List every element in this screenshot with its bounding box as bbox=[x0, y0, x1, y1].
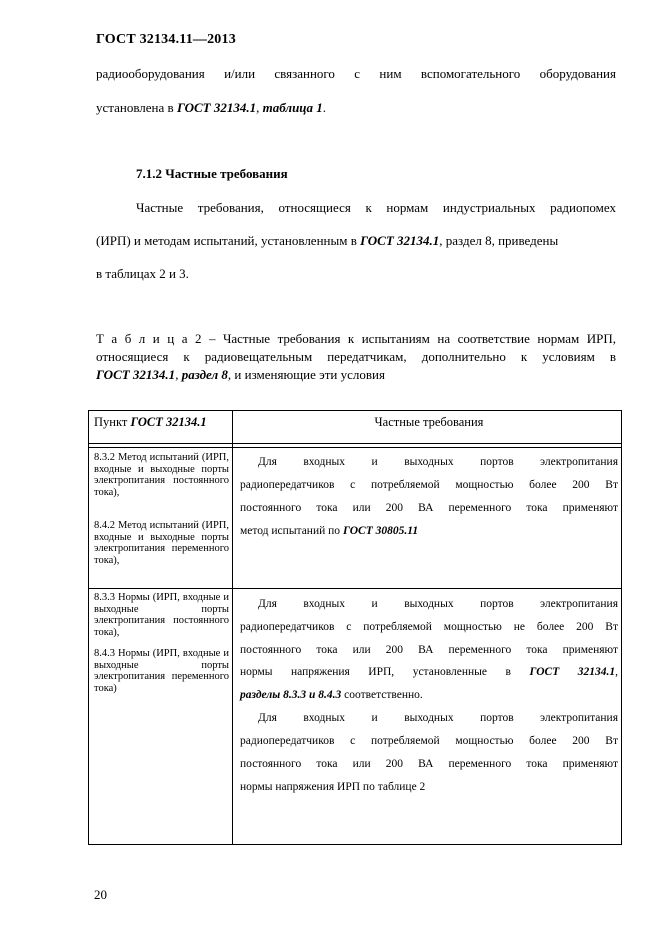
section-text-a: (ИРП) и методам испытаний, установленным в bbox=[96, 233, 361, 248]
intro-line-2 bbox=[96, 100, 616, 116]
section-text-b: , раздел 8, приведены bbox=[439, 233, 559, 248]
row1-left-1: 8.3.2 Метод испытаний (ИРП, входные и выходные порты электропитания постоянного тока), bbox=[94, 452, 229, 498]
row2-right-line-5 bbox=[240, 684, 618, 707]
table-col1-header bbox=[94, 415, 207, 430]
row1-right-line-3: постоянного тока или 200 ВА переменного тока применяют bbox=[240, 502, 618, 514]
intro-table-ref: таблица 1 bbox=[262, 100, 323, 115]
caption-line-1: Т а б л и ц а 2 – Частные требования к испытаниям на соответствие нормам ИРП, bbox=[96, 331, 616, 346]
caption-line-2: относящиеся к радиовещательным передатчикам, дополнительно к условиям в bbox=[96, 349, 616, 364]
row2-right-line-7: радиопередатчиков с потребляемой мощностью более 200 Вт bbox=[240, 735, 618, 747]
table-header-rule-2 bbox=[88, 447, 622, 448]
row1-method-ref: ГОСТ 30805.11 bbox=[342, 525, 419, 537]
table-row-divider bbox=[88, 588, 622, 589]
section-heading: 7.1.2 Частные требования bbox=[136, 166, 288, 181]
section-ref: ГОСТ 32134.1 bbox=[360, 233, 440, 248]
intro-sep: , bbox=[256, 100, 263, 115]
row2-right-line-8: постоянного тока или 200 ВА переменного тока применяют bbox=[240, 758, 618, 770]
row2-right-line-4 bbox=[240, 661, 618, 684]
row2-left-1: 8.3.3 Нормы (ИРП, входные и выходные порты электропитания постоянного тока), bbox=[94, 592, 229, 638]
row2-norms-ref: ГОСТ 32134.1 bbox=[529, 666, 616, 678]
row1-left-2: 8.4.2 Метод испытаний (ИРП, входные и выходные порты электропитания переменного тока), bbox=[94, 520, 229, 566]
row2-right-line-6: Для входных и выходных портов электропитания bbox=[258, 712, 618, 724]
row2-norms-text: нормы напряжения ИРП, установленные в bbox=[240, 666, 530, 678]
row2-sections-ref: разделы 8.3.3 и 8.4.3 bbox=[240, 689, 342, 701]
row2-norms-end: , bbox=[615, 666, 618, 678]
document-header: ГОСТ 32134.11—2013 bbox=[96, 32, 236, 47]
table-column-divider bbox=[232, 410, 233, 845]
row1-right-line-4 bbox=[240, 520, 618, 543]
row2-right-line-1: Для входных и выходных портов электропитания bbox=[258, 598, 618, 610]
col1-ref: ГОСТ 32134.1 bbox=[130, 415, 207, 429]
section-para-line-3: в таблицах 2 и 3. bbox=[96, 266, 189, 281]
intro-end: . bbox=[322, 100, 327, 115]
caption-end: , и изменяющие эти условия bbox=[227, 367, 385, 382]
row2-sections-end: соответственно. bbox=[341, 689, 423, 701]
intro-ref: ГОСТ 32134.1 bbox=[176, 100, 257, 115]
row1-right-line-1: Для входных и выходных портов электропитания bbox=[258, 456, 618, 468]
intro-text: установлена в bbox=[96, 100, 177, 115]
row1-method-text: метод испытаний по bbox=[240, 525, 343, 537]
table-col2-header: Частные требования bbox=[374, 415, 484, 429]
caption-sep: , bbox=[175, 367, 182, 382]
intro-line-1: радиооборудования и/или связанного с ним вспомогательного оборудования bbox=[96, 66, 616, 81]
row1-right-line-2: радиопередатчиков с потребляемой мощностью более 200 Вт bbox=[240, 479, 618, 491]
row2-right-line-2: радиопередатчиков с потребляемой мощностью не более 200 Вт bbox=[240, 621, 618, 633]
table-header-rule-1 bbox=[88, 443, 622, 444]
page-number: 20 bbox=[94, 887, 107, 902]
row2-right-line-3: постоянного тока или 200 ВА переменного тока применяют bbox=[240, 644, 618, 656]
section-para-line-1: Частные требования, относящиеся к нормам индустриальных радиопомех bbox=[136, 200, 616, 215]
section-para-line-2 bbox=[96, 233, 616, 249]
row2-left-2: 8.4.3 Нормы (ИРП, входные и выходные порты электропитания переменного тока) bbox=[94, 648, 229, 694]
caption-ref: ГОСТ 32134.1 bbox=[96, 367, 176, 382]
row2-right-line-9: нормы напряжения ИРП по таблице 2 bbox=[240, 781, 426, 793]
col1-prefix: Пункт bbox=[94, 415, 131, 429]
caption-line-3 bbox=[96, 367, 616, 383]
caption-section-ref: раздел 8 bbox=[181, 367, 228, 382]
